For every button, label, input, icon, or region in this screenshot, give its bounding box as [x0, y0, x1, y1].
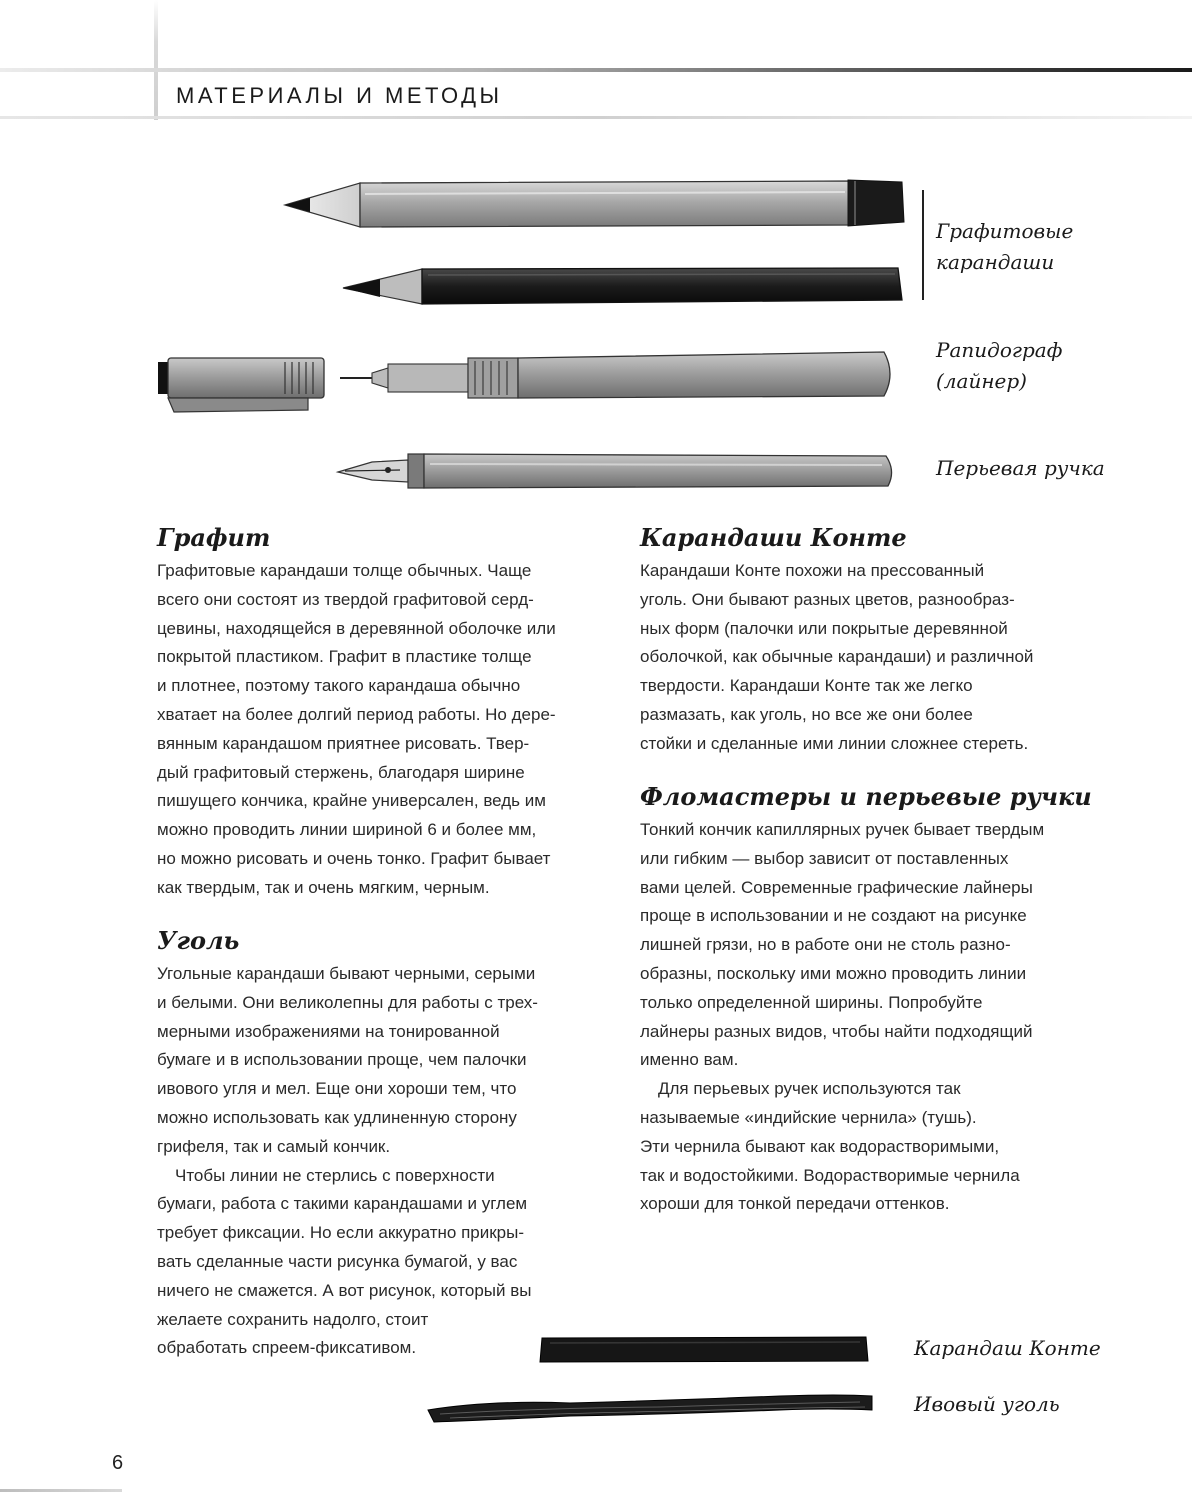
text-line: дый графитовый стержень, благодаря ширине [157, 762, 525, 782]
text-line: и плотнее, поэтому такого карандаша обычно [157, 676, 521, 696]
graphite-pencil-dark [343, 268, 902, 304]
conte-heading: Карандаши Конте [640, 523, 907, 552]
text-line: Графитовые карандаши толще обычных. Чаще [157, 561, 532, 580]
text-line: цевины, находящейся в деревянной оболочке или [157, 618, 556, 638]
text-line: желаете сохранить надолго, стоит [157, 1309, 429, 1329]
text-line: ных форм (палочки или покрытые деревянной [640, 618, 1008, 638]
text-line: твердости. Карандаши Конте так же легко [640, 676, 973, 696]
charcoal-heading: Уголь [157, 926, 240, 955]
header-rule-bottom [0, 116, 1192, 119]
text-line: образны, поскольку ими можно проводить линии [640, 963, 1027, 983]
text-line: стойки и сделанные ими линии сложнее стереть. [640, 733, 1029, 753]
text-line: бумаге и в использовании проще, чем палочки [157, 1050, 527, 1070]
text-line: Чтобы линии не стерлись с поверхности [175, 1165, 495, 1185]
markers-heading: Фломастеры и перьевые ручки [640, 782, 1092, 811]
caption-graphite-pencils [936, 216, 1073, 278]
text-line: или гибким — выбор зависит от поставленных [640, 848, 1009, 868]
caption-line: Графитовые [936, 219, 1074, 243]
text-line: требует фиксации. Но если аккуратно прикры- [157, 1223, 525, 1243]
text-line: вами целей. Современные графические лайнеры [640, 877, 1033, 897]
text-line: пишущего кончика, крайне универсален, ведь им [157, 791, 546, 811]
conte-stick [540, 1337, 868, 1362]
text-line: Эти чернила бывают как водорастворимыми, [640, 1136, 1000, 1156]
text-line: так и водостойкими. Водорастворимые чернила [640, 1165, 1020, 1185]
text-line: покрытой пластиком. Графит в пластике толще [157, 647, 532, 667]
caption-dip-pen [936, 453, 1105, 484]
graphite-bracket [922, 190, 924, 300]
text-line: уголь. Они бывают разных цветов, разнообраз- [640, 589, 1015, 609]
text-line: Карандаши Конте похожи на прессованный [640, 561, 985, 580]
graphite-pencil-light [285, 180, 904, 227]
text-line: и белыми. Они великолепны для работы с трех- [157, 992, 538, 1012]
sticks-illustration [420, 1330, 880, 1430]
caption-line: Ивовый уголь [914, 1392, 1060, 1416]
text-line: как твердым, так и очень мягким, черным. [157, 877, 490, 897]
text-line: ничего не смажется. А вот рисунок, который вы [157, 1280, 532, 1300]
text-line: Тонкий кончик капиллярных ручек бывает твердым [640, 820, 1045, 839]
conte-text [640, 557, 1140, 759]
text-line: обработать спреем-фиксативом. [157, 1338, 417, 1358]
text-line: грифеля, так и самый кончик. [157, 1136, 391, 1156]
charcoal-section [157, 924, 627, 1363]
graphite-section [157, 521, 627, 903]
text-line: только определенной ширины. Попробуйте [640, 992, 983, 1012]
caption-conte-stick [914, 1333, 1101, 1364]
text-line: вянным карандашом приятнее рисовать. Твер- [157, 733, 530, 753]
dip-pen [338, 454, 892, 488]
text-line: оболочкой, как обычные карандаши) и различной [640, 647, 1034, 667]
page-number: 6 [112, 1452, 124, 1474]
footer-rule [0, 1489, 122, 1492]
markers-section [640, 780, 1140, 1219]
rapidograph-body [340, 352, 890, 398]
text-line: но можно рисовать и очень тонко. Графит бывает [157, 848, 551, 868]
caption-line: Рапидограф [936, 338, 1063, 362]
text-line: можно проводить линии шириной 6 и более мм, [157, 820, 537, 840]
caption-willow-charcoal [914, 1389, 1060, 1420]
text-line: Для перьевых ручек используются так [658, 1079, 961, 1099]
graphite-heading: Графит [157, 523, 271, 552]
text-line: размазать, как уголь, но все же они более [640, 704, 973, 724]
text-line: называемые «индийские чернила» (тушь). [640, 1107, 977, 1127]
text-line: лайнеры разных видов, чтобы найти подходящий [640, 1021, 1033, 1041]
tools-illustration [150, 170, 910, 500]
willow-charcoal [428, 1395, 872, 1422]
caption-line: карандаши [936, 250, 1055, 274]
caption-rapidograph [936, 335, 1062, 397]
conte-section [640, 521, 1140, 759]
text-line: проще в использовании и не создают на рисунке [640, 906, 1027, 926]
rapidograph-cap [158, 358, 324, 412]
text-line: лишней грязи, но в работе они не столь разно- [640, 935, 1011, 955]
charcoal-text [157, 960, 627, 1363]
text-line: можно использовать как удлиненную сторону [157, 1107, 517, 1127]
header-rule-top [0, 68, 1192, 72]
header-vertical-rule [154, 0, 158, 120]
text-line: хватает на более долгий период работы. Но дере- [157, 704, 556, 724]
text-line: бумаги, работа с такими карандашами и углем [157, 1194, 528, 1214]
text-line: вать сделанные части рисунка бумагой, у вас [157, 1251, 518, 1271]
text-line: именно вам. [640, 1050, 739, 1070]
text-line: мерными изображениями на тонированной [157, 1021, 500, 1041]
caption-line: Перьевая ручка [936, 456, 1105, 480]
text-line: хороши для тонкой передачи оттенков. [640, 1194, 950, 1214]
graphite-text [157, 557, 627, 903]
text-line: всего они состоят из твердой графитовой серд- [157, 589, 534, 609]
text-line: ивового угля и мел. Еще они хороши тем, что [157, 1079, 517, 1099]
markers-text [640, 816, 1140, 1219]
caption-line: Карандаш Конте [914, 1336, 1101, 1360]
text-line: Угольные карандаши бывают черными, серыми [157, 964, 536, 983]
section-title: МАТЕРИАЛЫ И МЕТОДЫ [176, 83, 503, 108]
caption-line: (лайнер) [936, 369, 1027, 393]
